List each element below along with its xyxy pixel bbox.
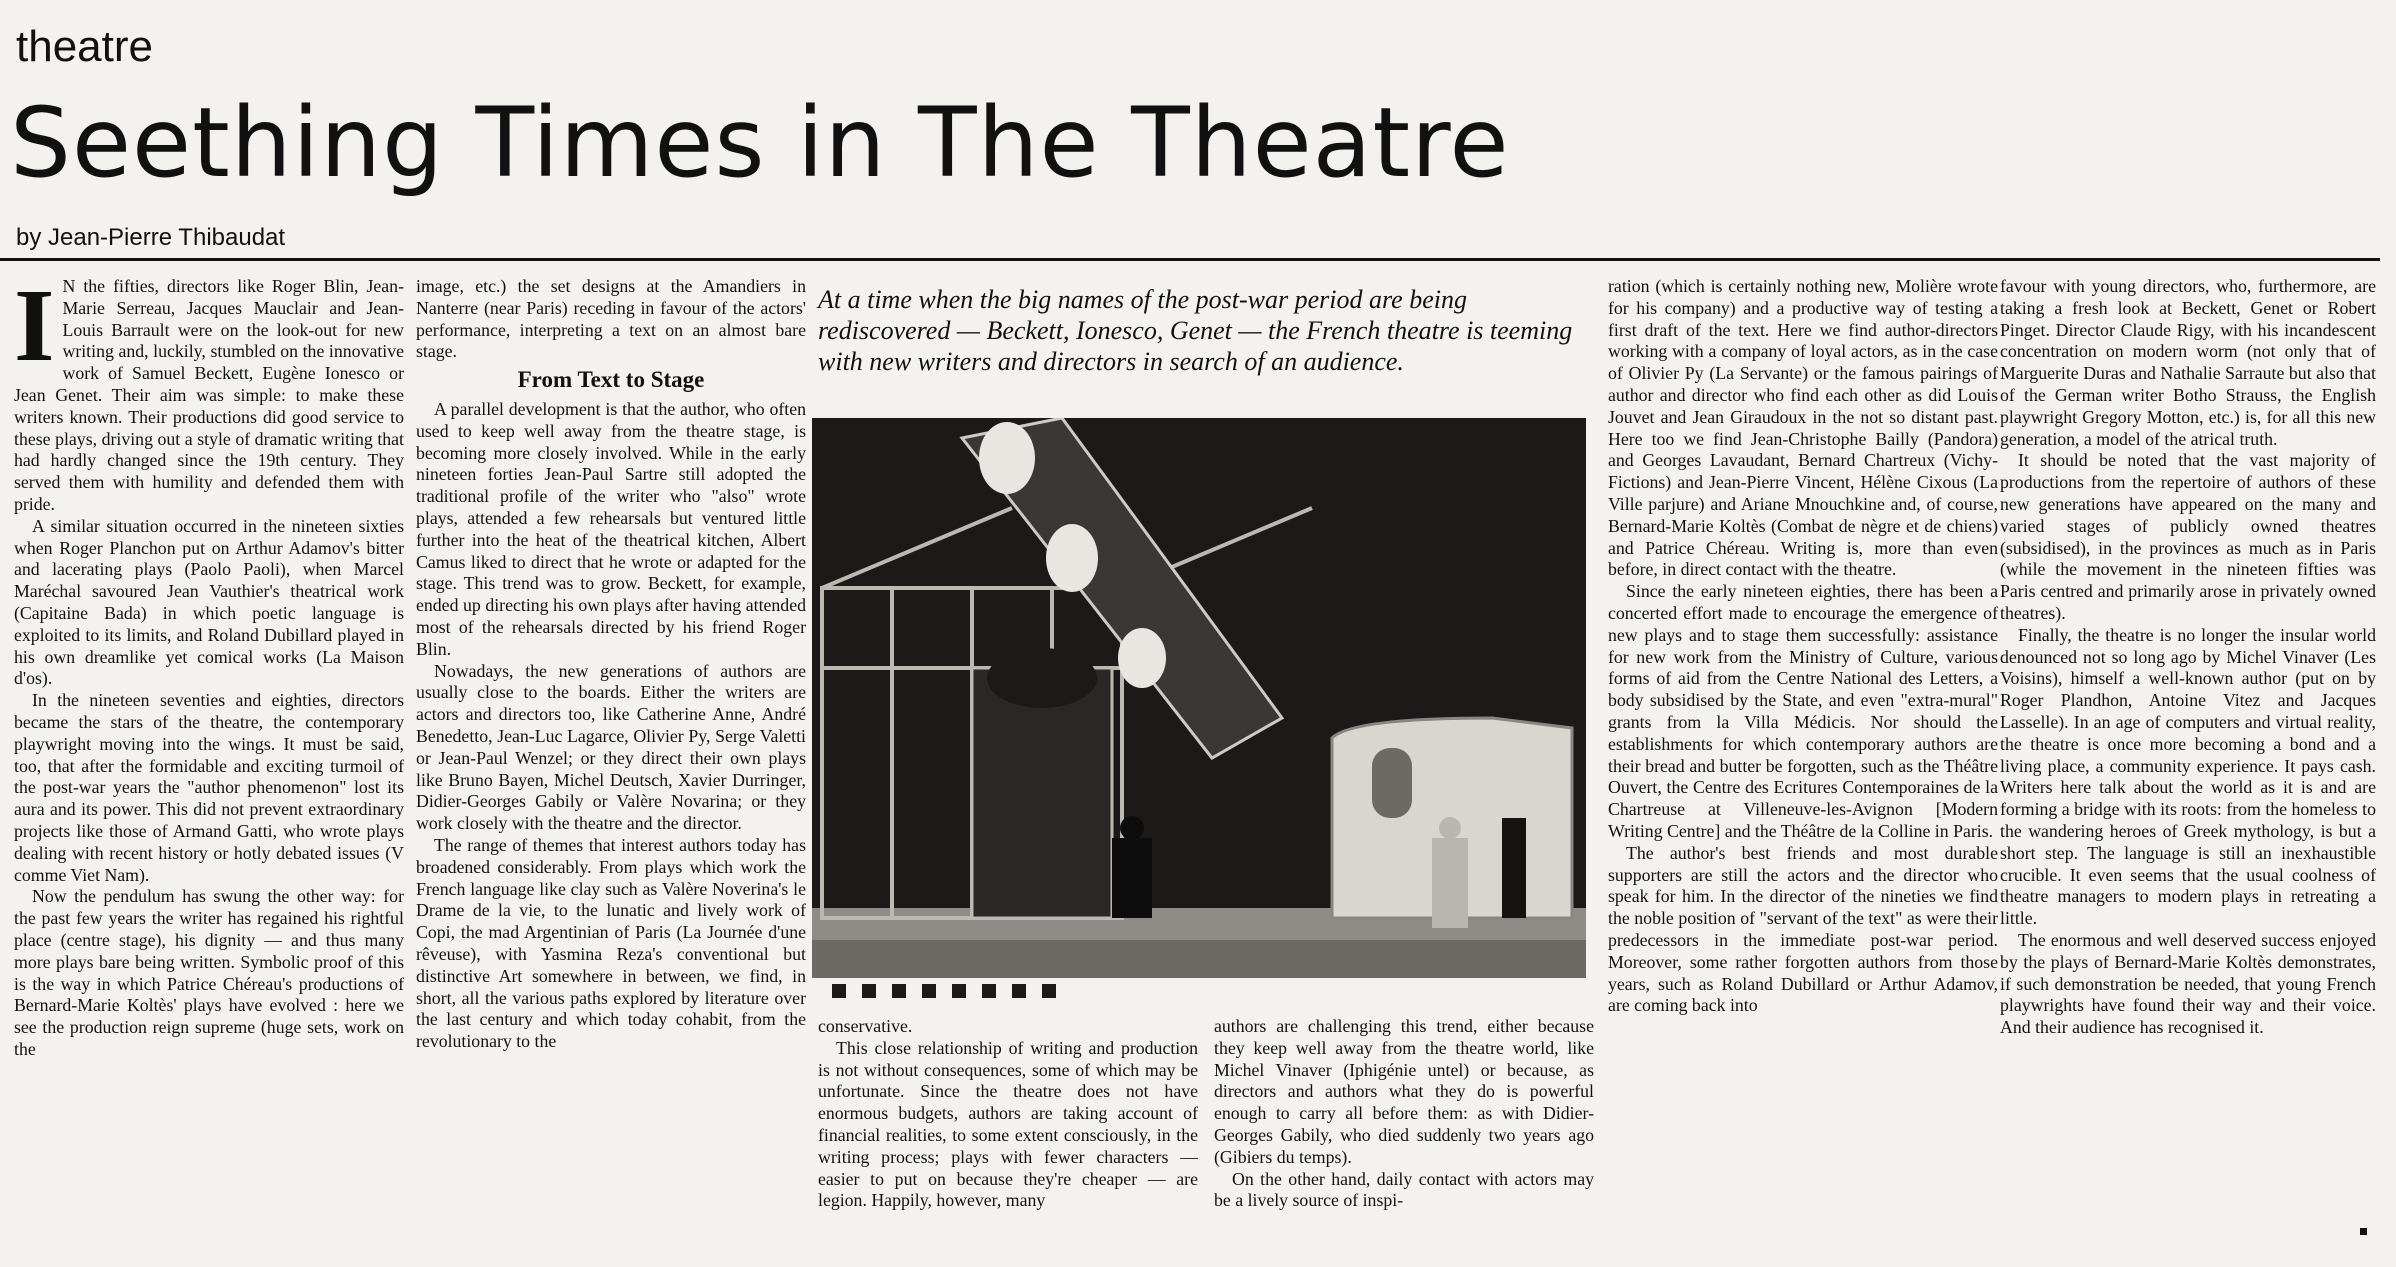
paragraph: On the other hand, daily contact with actors may be a lively source of inspi-	[1214, 1168, 1594, 1211]
paragraph: conservative.	[818, 1016, 913, 1036]
paragraph: The range of themes that interest authors today has broadened considerably. From plays which work the French language like clay such as Valère Noverina's le Drame de la vie, to the lunatic and lively work of Copi, the mad Argentinian of Paris (La Journée d'une rêveuse), with Yasmina Reza's conventional but distinctive Art somewhere in between, we find, in short, all the various paths explored by literature over the last century and which today cohabit, from the revolutionary to the	[416, 834, 806, 1052]
article-column-2	[416, 276, 806, 1246]
paragraph: authors are challenging this trend, either because they keep well away from the theatre world, like Michel Vinaver (Iphigénie untel) or because, as directors and authors what they do is powerful enough to carry all before them: as with Didier-Georges Gabily, who died suddenly two years ago (Gibiers du temps).	[1214, 1016, 1594, 1167]
paragraph: image, etc.) the set designs at the Amandiers in Nanterre (near Paris) receding in favour of the actors' performance, interpreting a text on an almost bare stage.	[416, 276, 806, 362]
paragraph: The author's best friends and most durable supporters are still the actors and the director who speak for him. In the director of the nineties we find the noble position of "servant of the text" as were their predecessors in the immediate post-war period. Moreover, some rather forgotten authors from those years, such as Roland Dubillard or Arthur Adamov, are coming back into	[1608, 842, 1998, 1016]
paragraph: Finally, the theatre is no longer the insular world denounced not so long ago by Michel Vinaver (Les Voisins), himself a well-known author (put on by Roger Plandhon, Antoine Vitez and Jacques Lasselle). In an age of computers and virtual reality, the theatre is once more becoming a bond and a living place, a community experience. It pays cash. Writers here talk about the world as it is and are forming a bridge with its roots: from the homeless to the wandering heroes of Greek mythology, is but a short step. The language is still an inexhaustible crucible. It even seems that the usual coolness of theatre managers to modern plays in retreating a little.	[2000, 624, 2376, 929]
article-column-6	[2000, 276, 2376, 1246]
paragraph-text: N the fifties, directors like Roger Blin, Jean-Marie Serreau, Jacques Mauclair and Jean-Louis Barrault were on the look-out for new writing and, luckily, stumbled on the innovative work of Samuel Beckett, Eugène Ionesco or Jean Genet. Their aim was simple: to make these writers known. Their productions did good service to these plays, driving out a style of dramatic writing that had hardly changed since the 19th century. They served them with humility and defended them with pride.	[14, 276, 404, 514]
end-mark	[2360, 1228, 2367, 1235]
paragraph: A similar situation occurred in the nineteen sixties when Roger Planchon put on Arthur Adamov's bitter and lacerating plays (Paolo Paoli), when Marcel Maréchal savoured Jean Vauthier's theatrical work (Capitaine Bada) in which poetic language is exploited to its limits, and Roland Dubillard played in his own dreamlike yet comical works (La Maison d'os).	[14, 515, 404, 689]
stage-photo	[812, 418, 1586, 1004]
article-column-4	[1214, 1016, 1594, 1248]
article-column-5	[1608, 276, 1998, 1246]
header-rule	[0, 258, 2380, 261]
paragraph: favour with young directors, who, furthermore, are taking a fresh look at Beckett, Genet or Robert Pinget. Director Claude Rigy, with his incandescent concentration on modern worm (not only that of Marguerite Duras and Nathalie Sarraute but also that of the German writer Botho Strauss, the English playwright Gregory Motton, etc.) is, for all this new generation, a model of the atrical truth.	[2000, 276, 2376, 449]
paragraph: A parallel development is that the author, who often used to keep well away from the theatre stage, is becoming more closely involved. While in the early nineteen forties Jean-Paul Sartre still adopted the traditional profile of the writer who "also" wrote plays, attended a few rehearsals but ventured little further into the heat of the theatrical kitchen, Albert Camus liked to direct that he wrote or adapted for the stage. This trend was to grow. Beckett, for example, ended up directing his own plays after having attended most of the rehearsals directed by his friend Roger Blin.	[416, 398, 806, 659]
headline: Seething Times in The Theatre	[10, 87, 1510, 199]
byline: by Jean-Pierre Thibaudat	[16, 224, 286, 251]
paragraph: Now the pendulum has swung the other way: for the past few years the writer has regained his rightful place (centre stage), his dignity — and thus many more plays bare being written. Symbolic proof of this is the way in which Patrice Chéreau's productions of Bernard-Marie Koltès' plays have evolved : here we see the production reign supreme (huge sets, work on the	[14, 886, 404, 1059]
paragraph: The enormous and well deserved success enjoyed by the plays of Bernard-Marie Koltès demonstrates, if such demonstration be needed, that young French playwrights have found their way and their voice. And their audience has recognised it.	[2000, 929, 2376, 1038]
section-label: theatre	[16, 22, 153, 71]
paragraph: Since the early nineteen eighties, there has been a concerted effort made to encourage the emergence of new plays and to stage them successfully: assistance for new work from the Ministry of Culture, various forms of aid from the Centre National des Letters, a body subsidised by the State, and even "extra-mural" grants from la Villa Médicis. Nor should the establishments for which contemporary authors are their bread and butter be forgotten, such as the Théâtre Ouvert, the Centre des Ecritures Contemporaines de la Chartreuse at Villeneuve-les-Avignon [Modern Writing Centre] and the Théâtre de la Colline in Paris.	[1608, 581, 1998, 841]
paragraph: Nowadays, the new generations of authors are usually close to the boards. Either the writers are actors and directors too, like Catherine Anne, André Benedetto, Jean-Luc Lagarce, Olivier Py, Serge Valetti or Jean-Paul Wenzel; or they direct their own plays like Bruno Bayen, Michel Deutsch, Xavier Durringer, Didier-Georges Gabily or Valère Novarina; or they work closely with the theatre and the director.	[416, 660, 806, 834]
paragraph: In the nineteen seventies and eighties, directors became the stars of the theatre, the contemporary playwright moving into the wings. It must be said, too, that after the formidable and exciting turmoil of the post-war years the "author phenomenon" lost its aura and its power. This did not prevent extraordinary projects like those of Armand Gatti, who wrote plays dealing with recent history or hotly debated issues (V comme Viet Nam).	[14, 690, 404, 885]
subheading: From Text to Stage	[517, 367, 705, 393]
paragraph: ration (which is certainly nothing new, Molière wrote for his company) and a productive way of testing a first draft of the text. Here we find author-directors working with a company of loyal actors, as in the case of Olivier Py (La Servante) or the famous pairings of author and director who find each other as did Louis Jouvet and Jean Giraudoux in the not so distant past. Here too we find Jean-Christophe Bailly (Pandora) and Georges Lavaudant, Bernard Chartreux (Vichy-Fictions) and Jean-Pierre Vincent, Hélène Cixous (La Ville parjure) and Ariane Mnouchkine and, of course, Bernard-Marie Koltès (Combat de nègre et de chiens) and Patrice Chéreau. Writing is, more than even before, in direct contact with the theatre.	[1608, 276, 1998, 580]
paragraph: It should be noted that the vast majority of productions from the repertoire of authors of these new generations have appeared on the many and varied stages of publicly owned theatres (subsidised), in the provinces as much as in Paris (while the movement in the nineteen fifties was Paris centred and primarily arose in privately owned theatres).	[2000, 450, 2376, 623]
paragraph: This close relationship of writing and production is not without consequences, some of which may be unfortunate. Since the theatre does not have enormous budgets, authors are taking account of financial realities, to some extent consciously, in the writing process; plays with fewer characters — easier to put on because they're cheaper — are legion. Happily, however, many	[818, 1037, 1198, 1211]
deck-text: At a time when the big names of the post-war period are being rediscovered — Beckett, Ionesco, Genet — the French theatre is teeming with new writers and directors in search of an audience.	[818, 285, 1573, 376]
article-column-3	[818, 1016, 1198, 1248]
drop-cap: I	[14, 276, 55, 383]
article-column-1	[14, 276, 404, 1246]
stage-photo-image	[812, 418, 1586, 1004]
lead-paragraph	[14, 276, 404, 516]
